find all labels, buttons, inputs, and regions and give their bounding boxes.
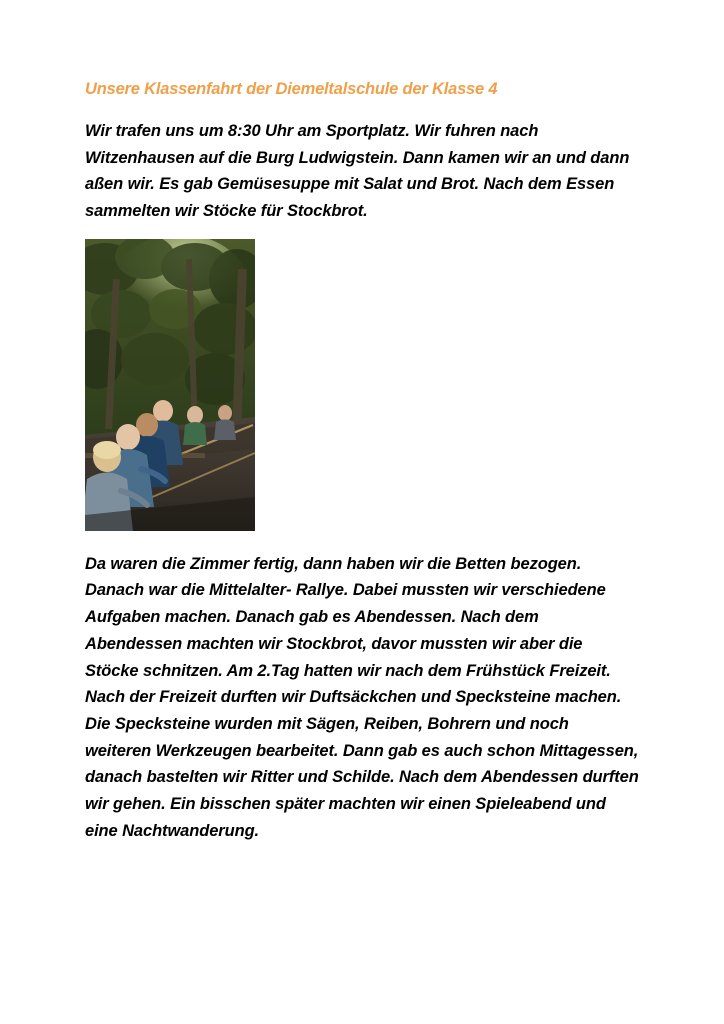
paragraph-one: Wir trafen uns um 8:30 Uhr am Sportplatz. Wir fuhren nach Witzenhausen auf die Burg Ludwigstein. Dann kamen wir an und dann aßen wir. Es gab Gemüsesuppe mit Salat und Brot. Nach dem Essen sammelten wir Stöcke für Stockbrot. xyxy=(85,121,630,220)
trip-photo xyxy=(85,239,255,531)
page-title: Unsere Klassenfahrt der Diemeltalschule der Klasse 4 xyxy=(85,80,498,98)
paragraph-two: Da waren die Zimmer fertig, dann haben wir die Betten bezogen. Danach war die Mittelalter- Rallye. Dabei mussten wir verschiedene Aufgaben machen. Danach gab es Abendessen. Nach dem Abendessen machten wir Stockbrot, davor mussten wir aber die Stöcke schnitzen. Am 2.Tag hatten wir nach dem Frühstück Freizeit. Nach der Freizeit durften wir Duftsäckchen und Specksteine machen. Die Specksteine wurden mit Sägen, Reiben, Bohrern und noch weiteren Werkzeugen bearbeitet. Dann gab es auch schon Mittagessen, danach bastelten wir Ritter und Schilde. Nach dem Abendessen durften wir gehen. Ein bisschen später machten wir einen Spieleabend und eine Nachtwanderung. xyxy=(85,554,639,840)
photo-container xyxy=(85,239,639,531)
